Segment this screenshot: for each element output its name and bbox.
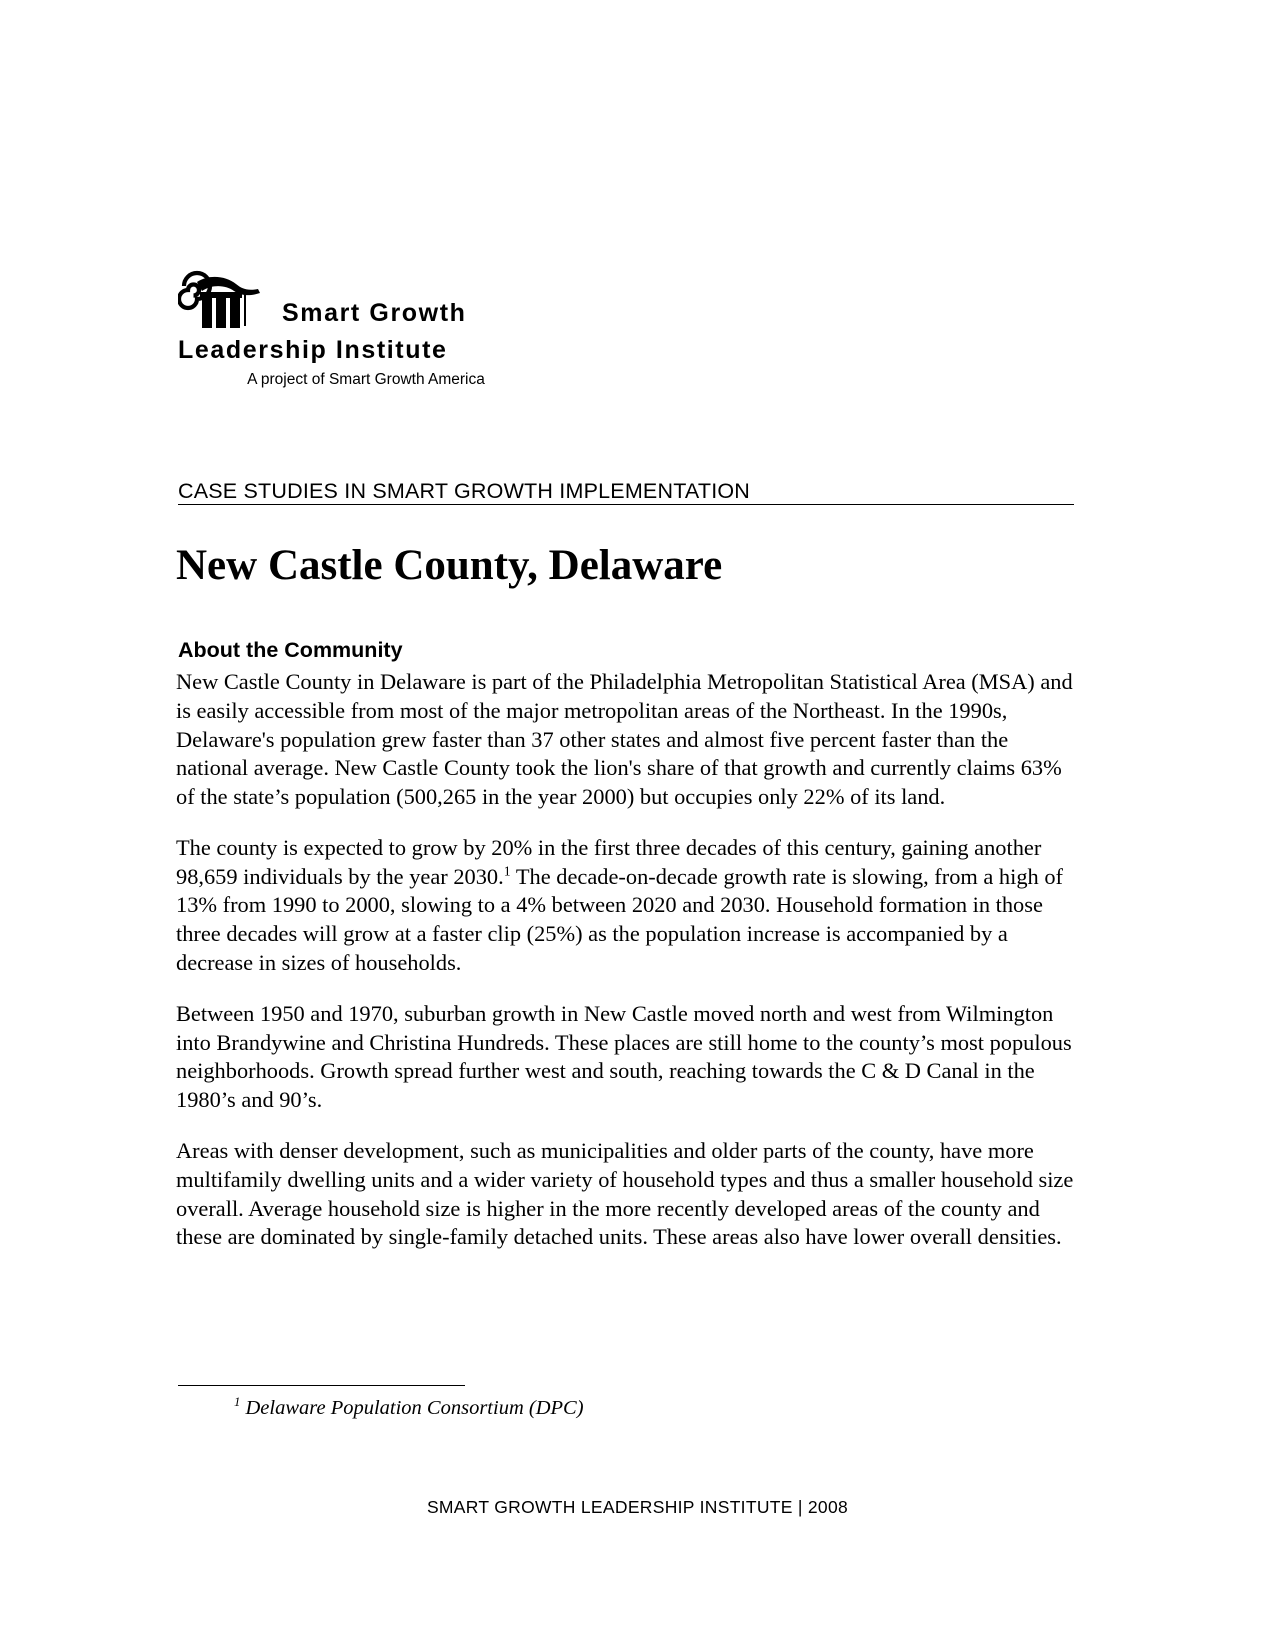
footnote-separator: [178, 1385, 465, 1386]
paragraph-1: New Castle County in Delaware is part of the Philadelphia Metropolitan Statistical Area (MSA) and is easily accessible from most of the major metropolitan areas of the Northeast. In the 1990s, Delaware's population grew faster than 37 other states and almost five percent faster than the national average. New Castle County took the lion's share of that growth and currently claims 63% of the state’s population (500,265 in the year 2000) but occupies only 22% of its land.: [176, 669, 1073, 810]
logo-wordmark-line2: [178, 338, 598, 363]
title-divider: [178, 504, 1074, 505]
paragraph-2-part-1: The county is expected to grow by 20% in the first three decades of this century, gaining another 98,659 individuals by the year 2030.: [176, 834, 1042, 889]
footnote-marker: 1: [234, 1395, 241, 1410]
logo-line1-text: Smart Growth: [282, 299, 467, 327]
paragraph-4: Areas with denser development, such as municipalities and older parts of the county, have more multifamily dwelling units and a wider variety of household types and thus a smaller household size overall. Average household size is higher in the more recently developed areas of the county and these are dominated by single-family detached units. These areas also have lower overall densities.: [176, 1137, 1074, 1250]
smart-growth-ram-column-icon: [178, 268, 274, 334]
logo-wordmark-line1: [274, 301, 467, 334]
page-title: New Castle County, Delaware: [176, 541, 723, 589]
series-kicker: CASE STUDIES IN SMART GROWTH IMPLEMENTATION: [178, 479, 751, 503]
footnote-text: Delaware Population Consortium (DPC): [240, 1397, 584, 1419]
logo-line2-text: Leadership Institute: [178, 336, 448, 364]
logo-tagline: A project of Smart Growth America: [247, 371, 485, 388]
body-content: [176, 668, 1074, 1252]
page-footer: SMART GROWTH LEADERSHIP INSTITUTE | 2008: [426, 1497, 849, 1517]
paragraph-2-part-2: The decade-on-decade growth rate is slowing, from a high of 13% from 1990 to 2000, slowing to a 4% between 2020 and 2030. Household formation in those three decades will grow at a faster clip (25%) as the population increase is accompanied by a decrease in sizes of households.: [176, 863, 1063, 976]
paragraph-3: Between 1950 and 1970, suburban growth in New Castle moved north and west from Wilmington into Brandywine and Christina Hundreds. These places are still home to the county’s most populous neighborhoods. Growth spread further west and south, reaching towards the C & D Canal in the 1980’s and 90’s.: [176, 1000, 1072, 1113]
paragraph-2: [176, 834, 1074, 978]
footnote-1: [178, 1396, 878, 1422]
section-heading-about-the-community: About the Community: [178, 637, 403, 662]
logo-row: [178, 268, 598, 334]
organization-logo: [178, 268, 598, 388]
footnote-reference-1[interactable]: 1: [503, 864, 511, 880]
